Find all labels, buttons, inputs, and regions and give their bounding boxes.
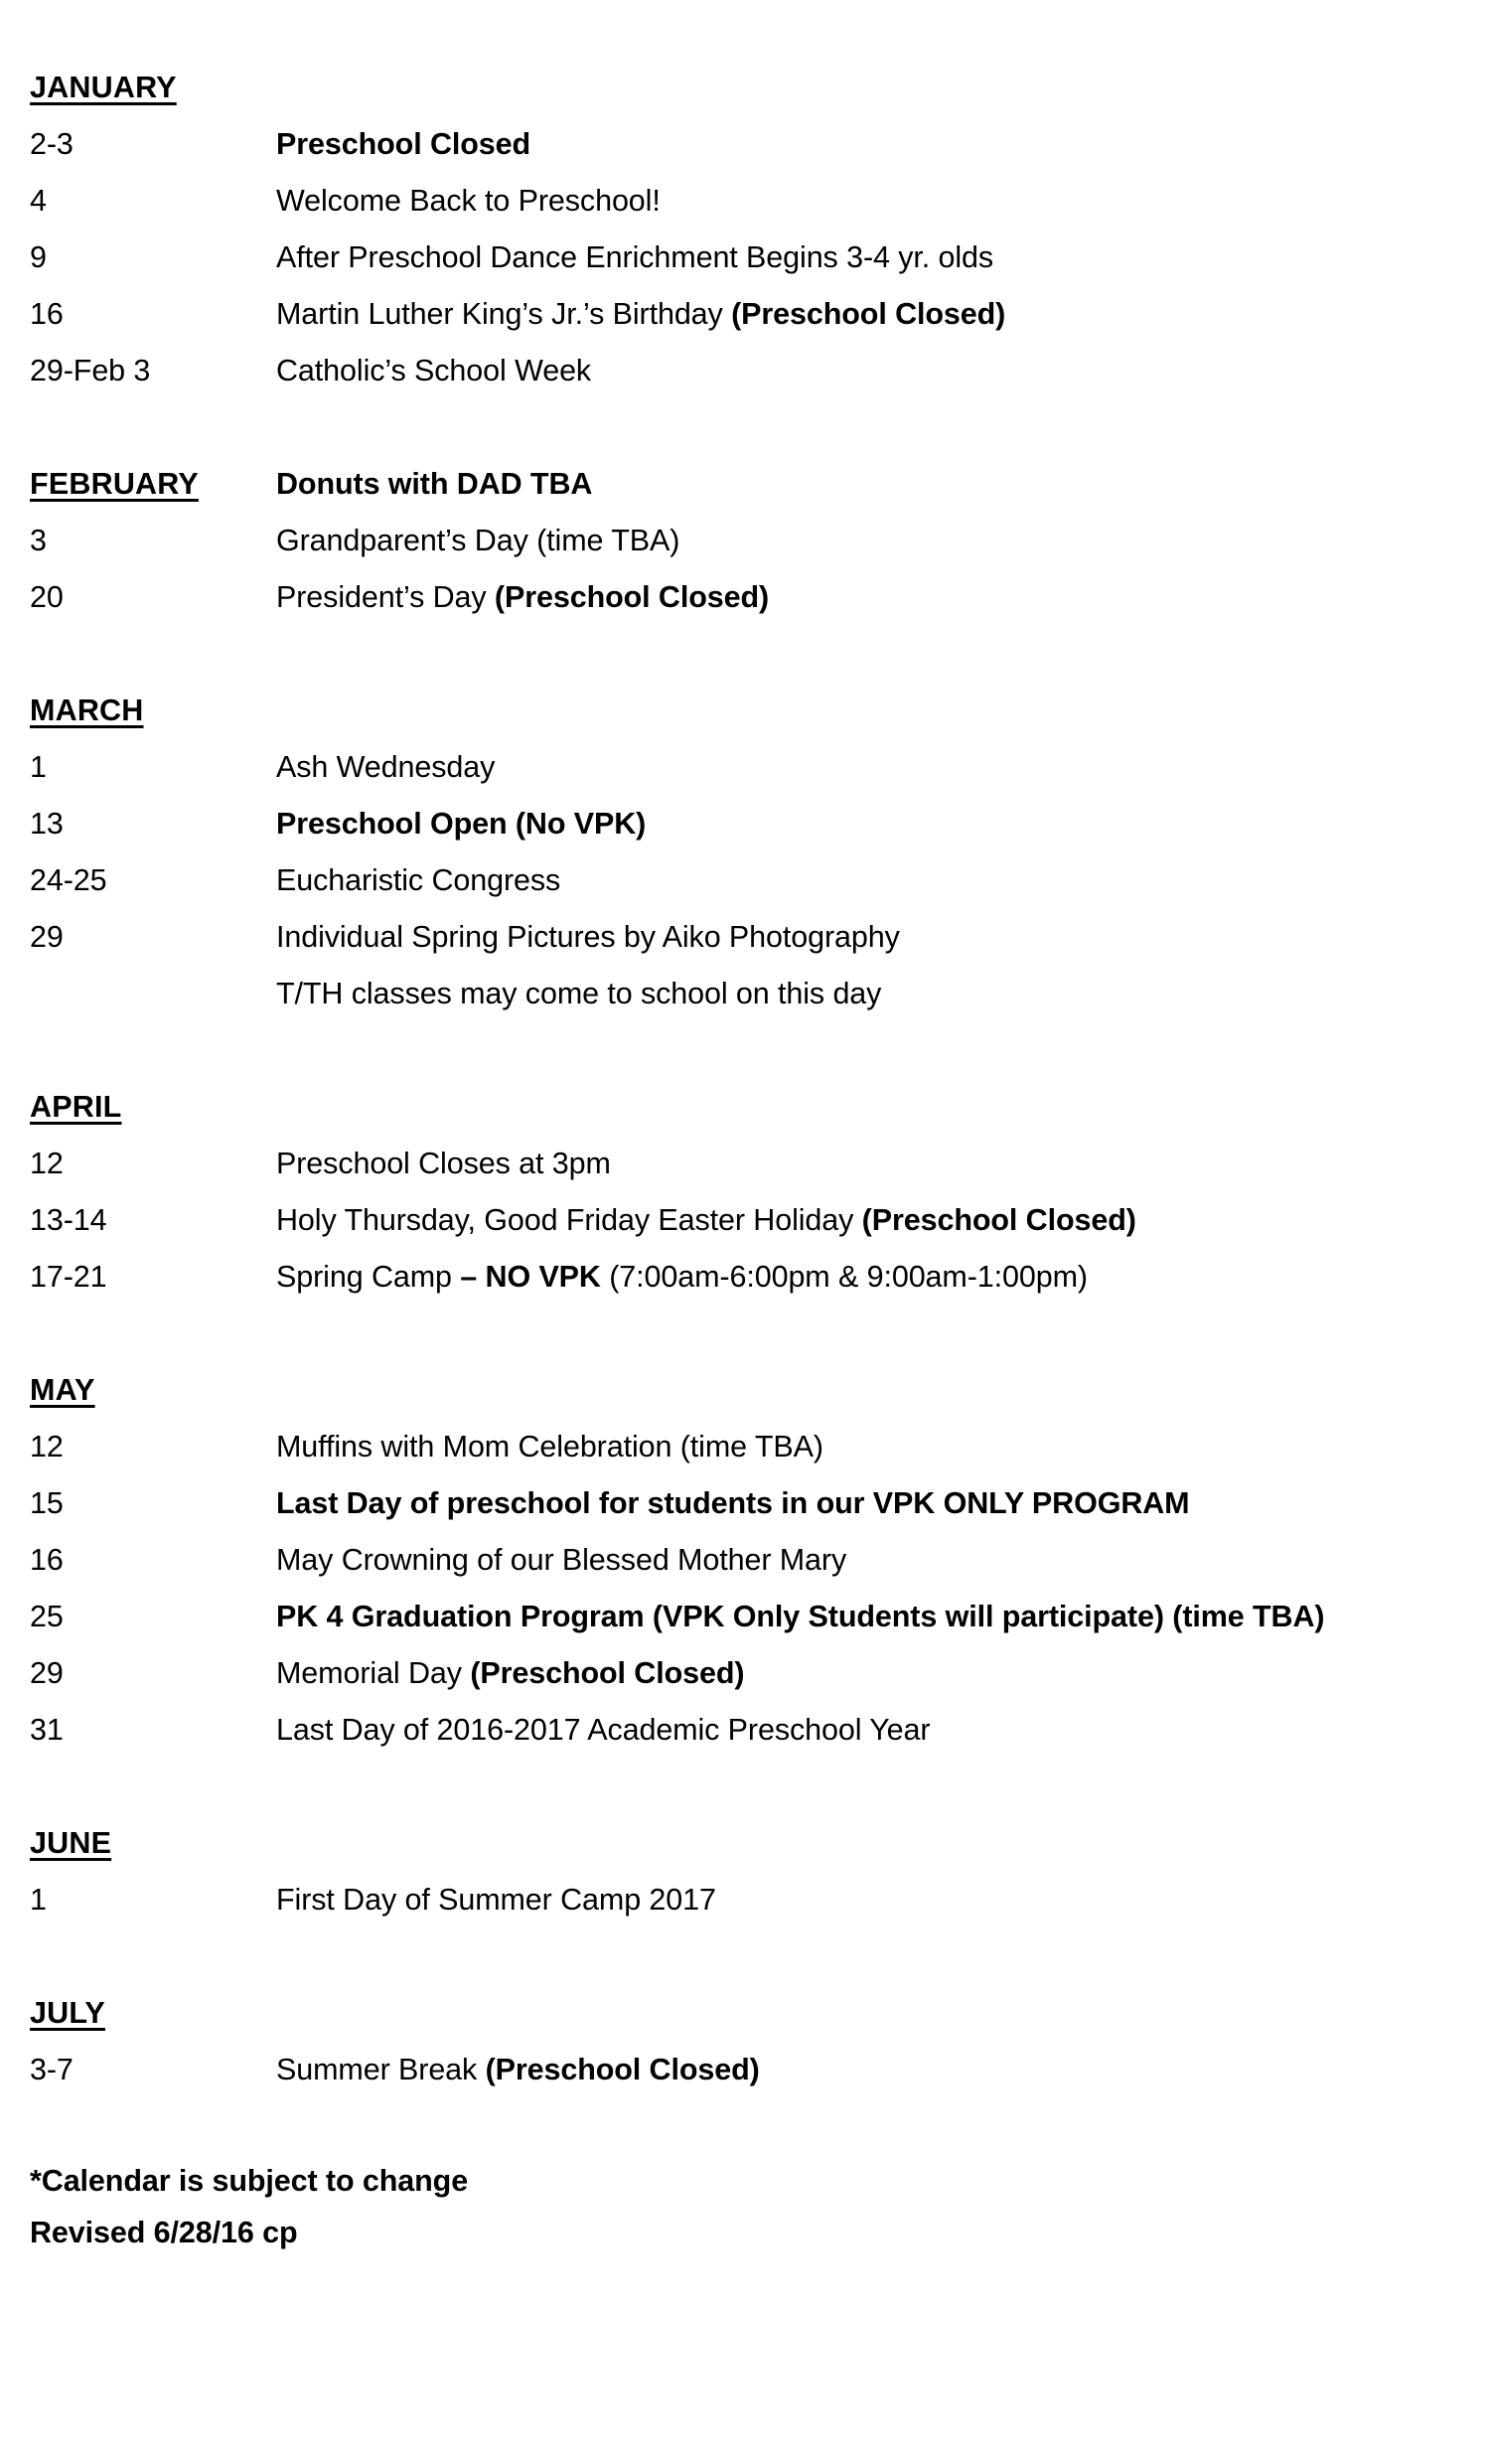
- calendar-row: [30, 116, 1458, 173]
- calendar-row: [30, 173, 1458, 230]
- event-text: Muffins with Mom Celebration (time TBA): [276, 1430, 823, 1463]
- calendar-row: [30, 796, 1458, 852]
- event-description: [276, 1136, 1458, 1192]
- event-description: [276, 2042, 1458, 2098]
- event-text: T/TH classes may come to school on this day: [276, 977, 882, 1010]
- event-text: Welcome Back to Preschool!: [276, 184, 661, 218]
- event-date: 12: [30, 1147, 64, 1180]
- event-text-emphasis: PK 4 Graduation Program (VPK Only Students will participate) (time TBA): [276, 1600, 1325, 1633]
- month-heading-row: [30, 1815, 1458, 1872]
- month-block: [30, 1815, 1458, 1985]
- month-name: APRIL: [30, 1090, 122, 1124]
- calendar-row: [30, 286, 1458, 343]
- event-date: 3: [30, 524, 47, 557]
- calendar-row: [30, 1702, 1458, 1759]
- event-description: [276, 343, 1458, 399]
- footer-note: *Calendar is subject to change: [30, 2164, 469, 2198]
- calendar-row: [30, 569, 1458, 626]
- month-heading: [30, 1985, 276, 2042]
- section-spacer: [30, 2103, 1458, 2155]
- event-description: [276, 1532, 1458, 1589]
- month-block: [30, 60, 1458, 456]
- event-text-emphasis: (Preschool Closed): [485, 2053, 760, 2086]
- event-description: [276, 796, 1458, 852]
- section-spacer: [30, 1022, 1458, 1079]
- month-heading-row: [30, 1079, 1458, 1136]
- event-date: 29: [30, 920, 64, 954]
- month-heading: [30, 1362, 276, 1419]
- section-spacer: [30, 399, 1458, 456]
- event-text: Martin Luther King’s Jr.’s Birthday: [276, 297, 732, 331]
- event-description: [276, 1249, 1458, 1306]
- event-text: First Day of Summer Camp 2017: [276, 1883, 716, 1917]
- month-heading-note: [276, 456, 1458, 513]
- event-description: [276, 1872, 1458, 1928]
- event-description: [276, 739, 1458, 796]
- event-description: [276, 173, 1458, 230]
- event-date: 29: [30, 1656, 64, 1690]
- event-text: Catholic’s School Week: [276, 354, 592, 387]
- calendar-row: [30, 1192, 1458, 1249]
- event-text-emphasis: Preschool Closed: [276, 127, 531, 161]
- calendar-row: [30, 1872, 1458, 1928]
- calendar-footer-notes: [30, 2103, 1458, 2258]
- event-text: Preschool Closes at 3pm: [276, 1147, 611, 1180]
- event-text: President’s Day: [276, 580, 495, 614]
- month-name: JUNE: [30, 1826, 112, 1860]
- event-date: 2-3: [30, 127, 74, 161]
- month-block: [30, 456, 1458, 683]
- month-name: MAY: [30, 1373, 95, 1407]
- month-heading-row: [30, 456, 1458, 513]
- calendar-row: [30, 2042, 1458, 2098]
- event-date: 1: [30, 1883, 47, 1917]
- event-date: 25: [30, 1600, 64, 1633]
- section-spacer: [30, 1928, 1458, 1985]
- calendar-row: [30, 966, 1458, 1022]
- month-block: [30, 1985, 1458, 2098]
- month-name: JULY: [30, 1996, 105, 2030]
- calendar-row: [30, 1532, 1458, 1589]
- event-date: 20: [30, 580, 64, 614]
- event-date: 15: [30, 1486, 64, 1520]
- event-text: Grandparent’s Day (time TBA): [276, 524, 680, 557]
- event-text: Summer Break: [276, 2053, 486, 2086]
- event-text-emphasis: – NO VPK: [460, 1260, 601, 1294]
- event-text-emphasis: (Preschool Closed): [494, 580, 770, 614]
- event-description: [276, 230, 1458, 286]
- event-date: 3-7: [30, 2053, 74, 2086]
- section-spacer: [30, 626, 1458, 683]
- event-description: [276, 513, 1458, 569]
- event-date: 1: [30, 750, 47, 784]
- calendar-row: [30, 852, 1458, 909]
- event-date: 17-21: [30, 1260, 107, 1294]
- month-heading-row: [30, 1985, 1458, 2042]
- event-text: Spring Camp: [276, 1260, 461, 1294]
- event-text-emphasis: (Preschool Closed): [861, 1203, 1136, 1237]
- month-block: [30, 1362, 1458, 1815]
- calendar-body: [30, 60, 1458, 2098]
- month-heading: [30, 683, 276, 739]
- event-date: 16: [30, 297, 64, 331]
- calendar-row: [30, 1249, 1458, 1306]
- month-heading: [30, 1815, 276, 1872]
- event-date: 13-14: [30, 1203, 107, 1237]
- event-description: [276, 1419, 1458, 1475]
- event-text: Individual Spring Pictures by Aiko Photography: [276, 920, 900, 954]
- calendar-row: [30, 1475, 1458, 1532]
- event-date: 24-25: [30, 863, 107, 897]
- event-text: Ash Wednesday: [276, 750, 496, 784]
- month-heading-row: [30, 1362, 1458, 1419]
- month-name: JANUARY: [30, 71, 177, 104]
- calendar-row: [30, 1136, 1458, 1192]
- event-description: [276, 286, 1458, 343]
- event-text: (7:00am-6:00pm & 9:00am-1:00pm): [600, 1260, 1088, 1294]
- event-description: [276, 1589, 1458, 1645]
- event-description: [276, 966, 1458, 1022]
- month-name: FEBRUARY: [30, 467, 199, 501]
- event-text: After Preschool Dance Enrichment Begins 3-4 yr. olds: [276, 240, 994, 274]
- month-heading: [30, 60, 276, 116]
- month-heading-row: [30, 683, 1458, 739]
- month-block: [30, 1079, 1458, 1362]
- event-text-emphasis: (Preschool Closed): [470, 1656, 745, 1690]
- event-description: [276, 1192, 1458, 1249]
- event-text: Last Day of 2016-2017 Academic Preschool Year: [276, 1713, 931, 1747]
- month-heading: [30, 1079, 276, 1136]
- event-text-emphasis: Donuts with DAD TBA: [276, 467, 593, 501]
- event-description: [276, 1702, 1458, 1759]
- month-heading: [30, 456, 276, 513]
- calendar-row: [30, 513, 1458, 569]
- section-spacer: [30, 1759, 1458, 1815]
- event-text: Memorial Day: [276, 1656, 471, 1690]
- month-heading-row: [30, 60, 1458, 116]
- month-name: MARCH: [30, 693, 144, 727]
- event-description: [276, 909, 1458, 966]
- event-text-emphasis: Preschool Open (No VPK): [276, 807, 647, 841]
- calendar-row: [30, 909, 1458, 966]
- event-date: 13: [30, 807, 64, 841]
- event-date: 12: [30, 1430, 64, 1463]
- event-date: 16: [30, 1543, 64, 1577]
- calendar-row: [30, 343, 1458, 399]
- section-spacer: [30, 1306, 1458, 1362]
- calendar-row: [30, 1589, 1458, 1645]
- event-date: 29-Feb 3: [30, 354, 151, 387]
- footer-note: Revised 6/28/16 cp: [30, 2216, 298, 2249]
- event-description: [276, 852, 1458, 909]
- event-text: Holy Thursday, Good Friday Easter Holiday: [276, 1203, 862, 1237]
- event-text-emphasis: (Preschool Closed): [731, 297, 1006, 331]
- event-date: 4: [30, 184, 47, 218]
- event-description: [276, 116, 1458, 173]
- event-text-emphasis: Last Day of preschool for students in our VPK ONLY PROGRAM: [276, 1486, 1190, 1520]
- event-text: Eucharistic Congress: [276, 863, 561, 897]
- calendar-row: [30, 1419, 1458, 1475]
- event-description: [276, 1475, 1458, 1532]
- event-date: 9: [30, 240, 47, 274]
- calendar-row: [30, 739, 1458, 796]
- calendar-row: [30, 230, 1458, 286]
- event-description: [276, 569, 1458, 626]
- event-description: [276, 1645, 1458, 1702]
- month-block: [30, 683, 1458, 1079]
- event-text: May Crowning of our Blessed Mother Mary: [276, 1543, 847, 1577]
- event-date: 31: [30, 1713, 64, 1747]
- calendar-row: [30, 1645, 1458, 1702]
